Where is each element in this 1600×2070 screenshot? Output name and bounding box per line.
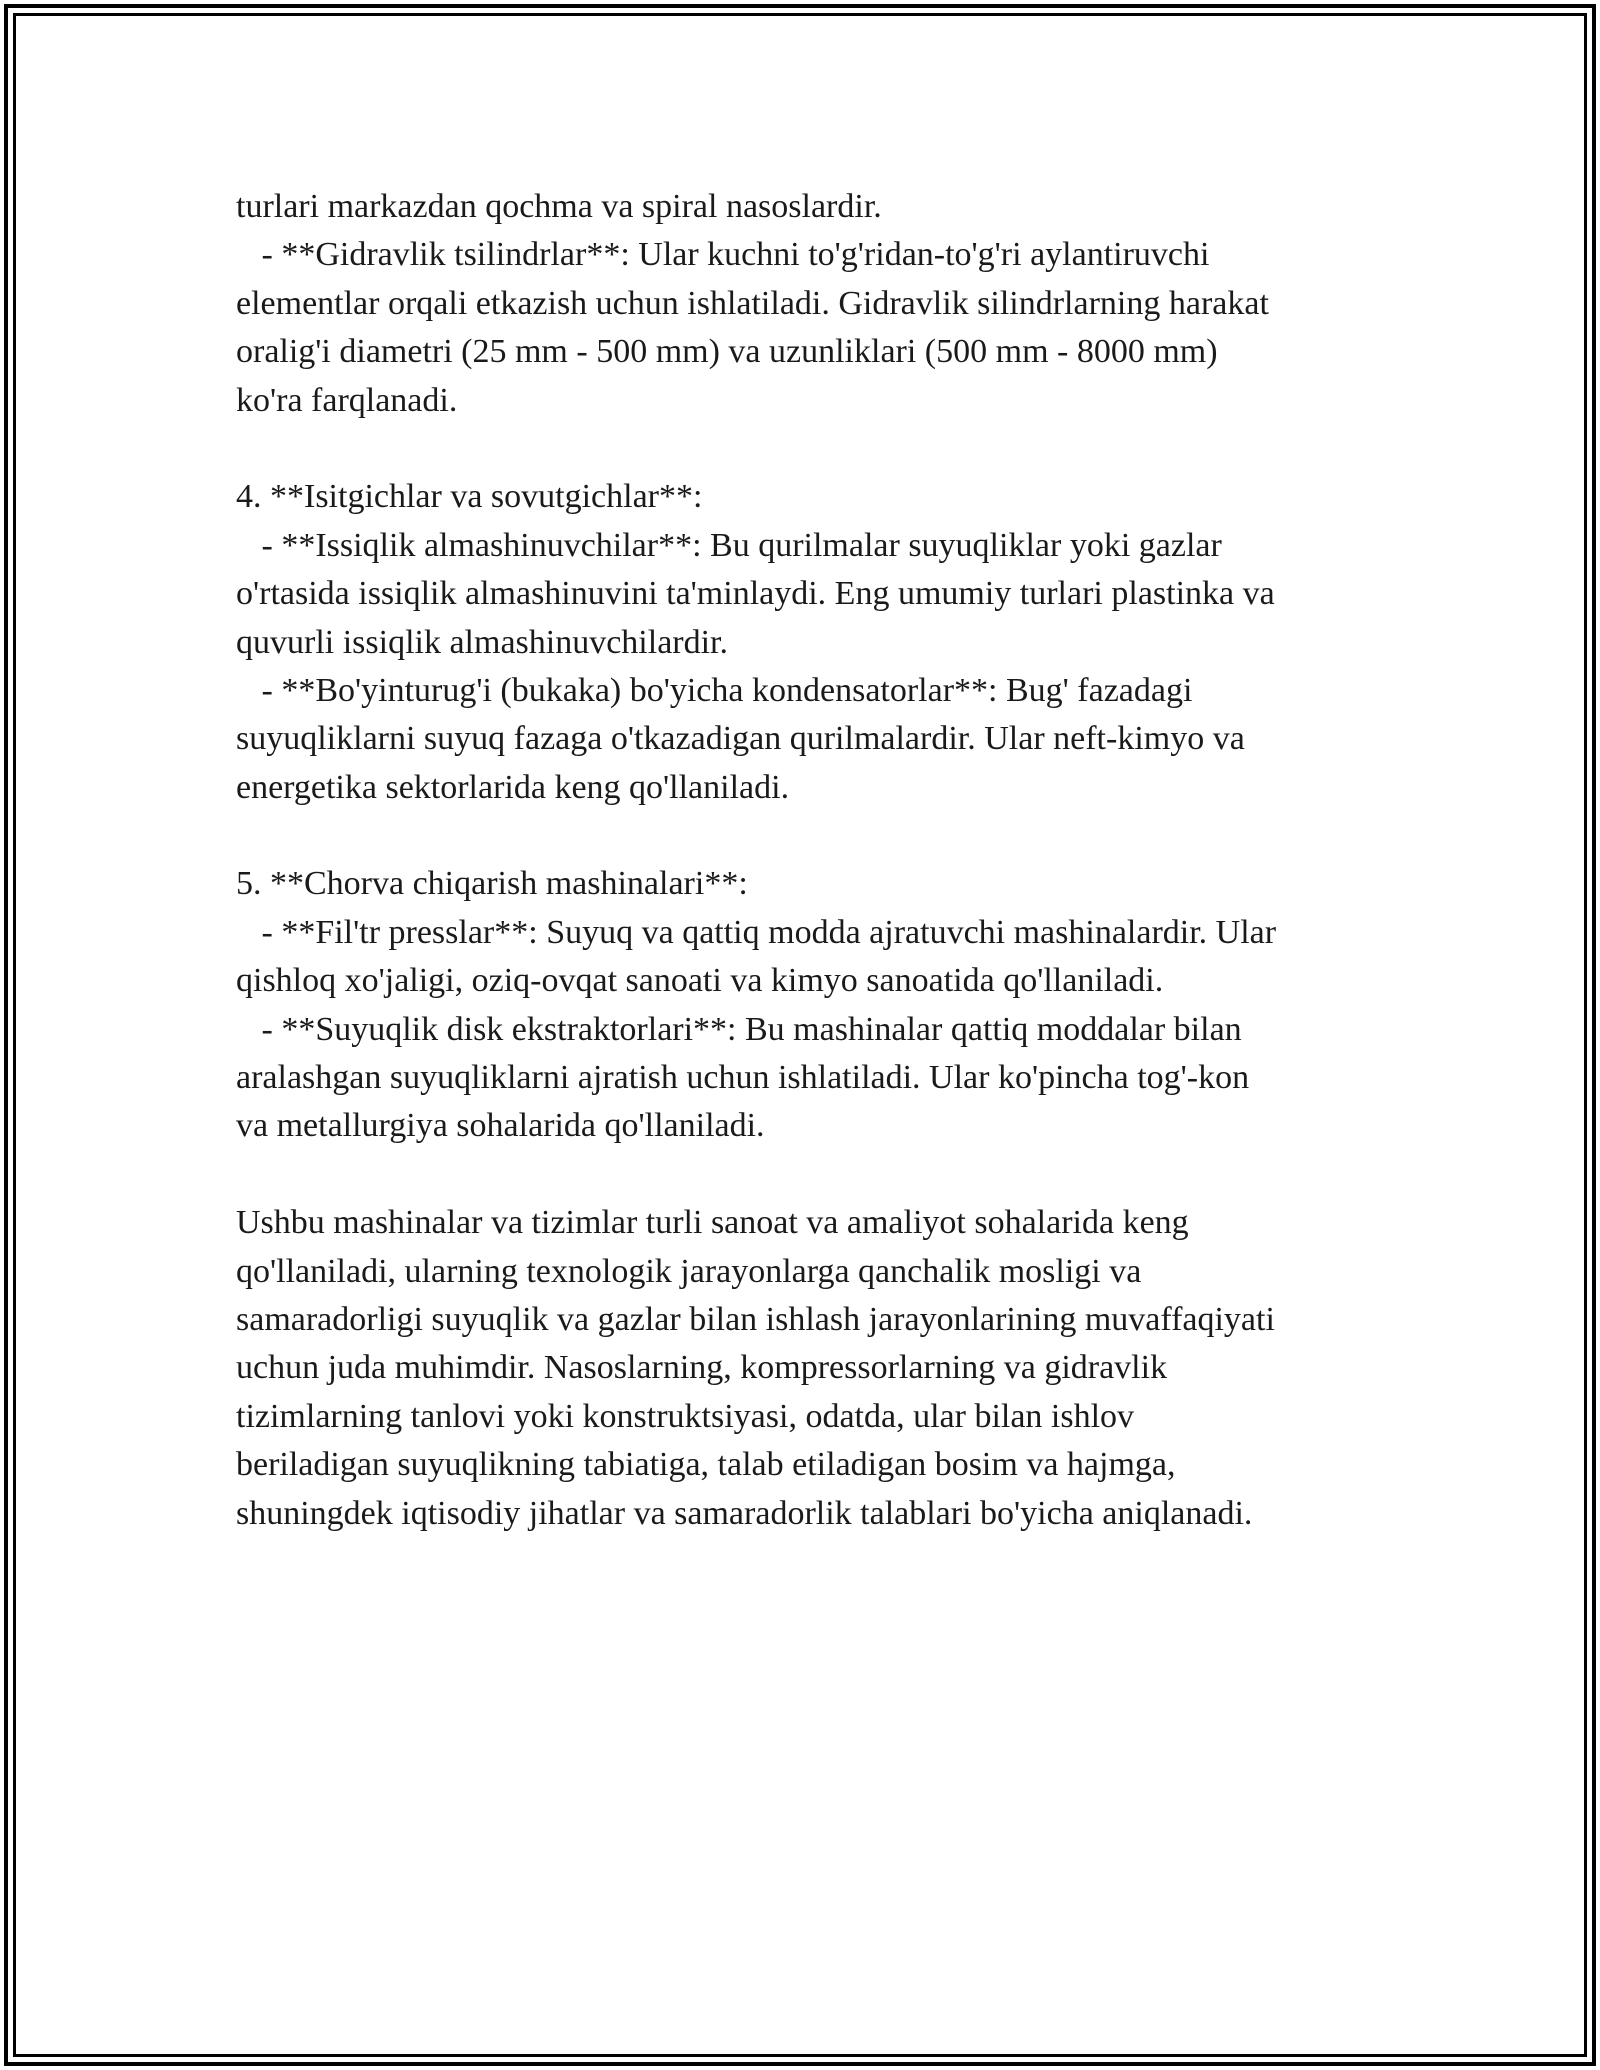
text-line: qishloq xo'jaligi, oziq-ovqat sanoati va kimyo sanoatida qo'llaniladi.: [236, 962, 1164, 1000]
conclusion-line: qo'llaniladi, ularning texnologik jarayonlarga qanchalik mosligi va: [236, 1252, 1142, 1290]
text-line: - **Suyuqlik disk ekstraktorlari**: Bu mashinalar qattiq moddalar bilan: [236, 1010, 1242, 1048]
text-line: oralig'i diametri (25 mm - 500 mm) va uzunliklari (500 mm - 8000 mm): [236, 333, 1218, 371]
text-line: va metallurgiya sohalarida qo'llaniladi.: [236, 1107, 765, 1145]
blank-line: [236, 425, 1416, 473]
conclusion-line: beriladigan suyuqlikning tabiatiga, talab etiladigan bosim va hajmga,: [236, 1446, 1176, 1484]
text-line: ko'ra farqlanadi.: [236, 381, 458, 419]
section-heading-4: 4. **Isitgichlar va sovutgichlar**:: [236, 478, 703, 516]
text-line: elementlar orqali etkazish uchun ishlatiladi. Gidravlik silindrlarning harakat: [236, 284, 1269, 322]
text-line: aralashgan suyuqliklarni ajratish uchun ishlatiladi. Ular ko'pincha tog'-kon: [236, 1059, 1250, 1097]
text-line: - **Gidravlik tsilindrlar**: Ular kuchni to'g'ridan-to'g'ri aylantiruvchi: [236, 236, 1210, 274]
conclusion-line: uchun juda muhimdir. Nasoslarning, kompressorlarning va gidravlik: [236, 1349, 1168, 1387]
text-line: - **Bo'yinturug'i (bukaka) bo'yicha kondensatorlar**: Bug' fazadagi: [236, 671, 1193, 709]
conclusion-line: tizimlarning tanlovi yoki konstruktsiyasi, odatda, ular bilan ishlov: [236, 1397, 1135, 1435]
section-heading-5: 5. **Chorva chiqarish mashinalari**:: [236, 865, 748, 903]
conclusion-line: shuningdek iqtisodiy jihatlar va samaradorlik talablari bo'yicha aniqlanadi.: [236, 1494, 1253, 1532]
text-line: o'rtasida issiqlik almashinuvini ta'minlaydi. Eng umumiy turlari plastinka va: [236, 575, 1275, 613]
conclusion-line: Ushbu mashinalar va tizimlar turli sanoat va amaliyot sohalarida keng: [236, 1204, 1189, 1242]
text-line: turlari markazdan qochma va spiral nasoslardir.: [236, 188, 882, 225]
blank-line: [236, 812, 1416, 860]
text-line: - **Fil'tr presslar**: Suyuq va qattiq modda ajratuvchi mashinalardir. Ular: [236, 913, 1277, 951]
blank-line: [236, 1151, 1416, 1199]
text-line: suyuqliklarni suyuq fazaga o'tkazadigan qurilmalardir. Ular neft-kimyo va: [236, 720, 1245, 758]
text-line: quvurli issiqlik almashinuvchilardir.: [236, 623, 729, 661]
text-line: - **Issiqlik almashinuvchilar**: Bu qurilmalar suyuqliklar yoki gazlar: [236, 526, 1222, 564]
document-body: [236, 183, 1416, 1538]
conclusion-line: samaradorligi suyuqlik va gazlar bilan ishlash jarayonlarining muvaffaqiyati: [236, 1300, 1275, 1338]
text-line: energetika sektorlarida keng qo'llaniladi.: [236, 768, 790, 806]
